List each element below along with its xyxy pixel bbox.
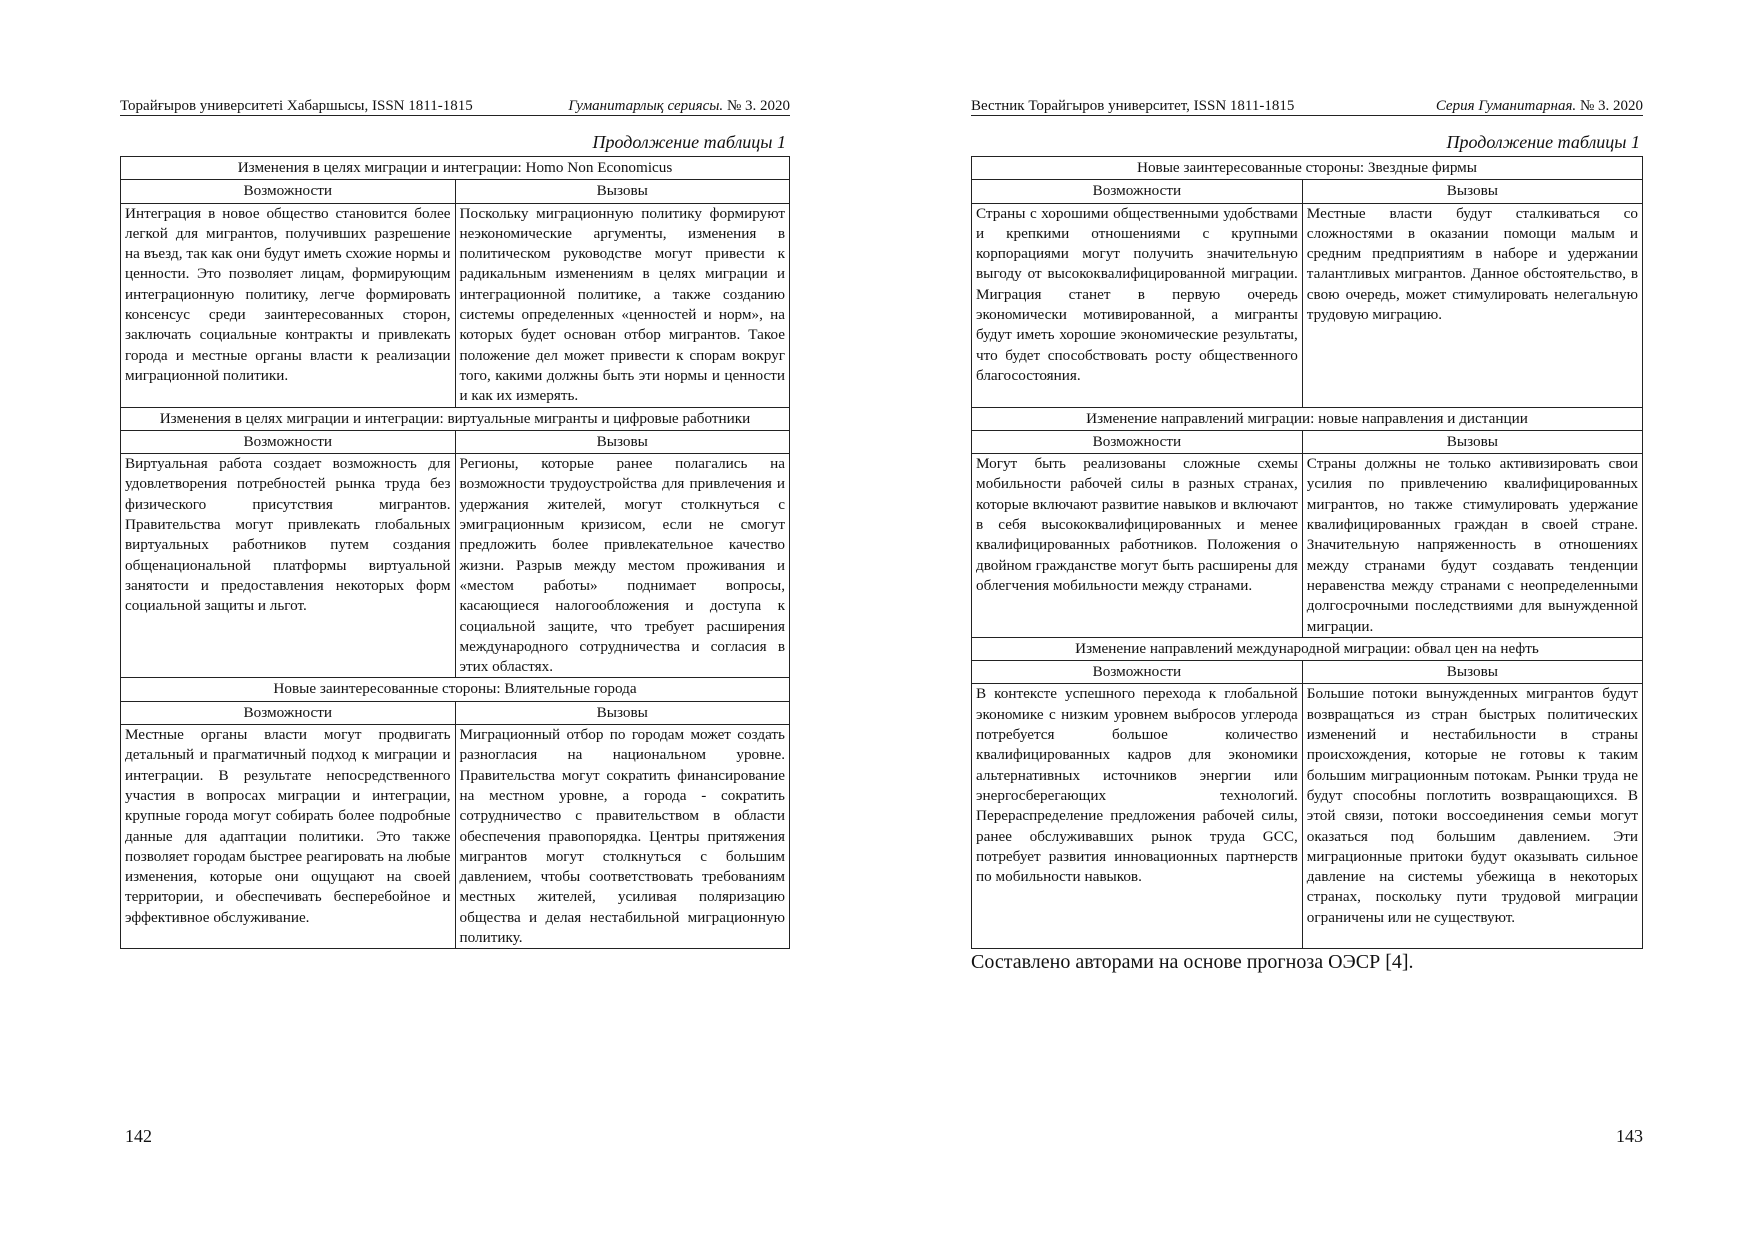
section-title: Изменение направлений международной миграции: обвал цен на нефть (972, 637, 1643, 660)
col-header-opportunities: Возможности (972, 661, 1303, 684)
opportunities-cell: Могут быть реализованы сложные схемы мобильности рабочей силы в разных странах, которые включают развитие навыков и включают в себя высококвалифицированных и менее квалифицированных работников. Положения о двойном гражданстве могут быть расширены для облегчения мобильности между странами. (972, 454, 1303, 638)
column-header-row (972, 430, 1643, 453)
migration-table (120, 156, 790, 949)
section-title-row (121, 678, 790, 701)
issue-number: № 3. 2020 (726, 98, 790, 114)
challenges-cell: Местные власти будут сталкиваться со сложностями в оказании помощи малым и средним предприятиям в наборе и удержании талантливых мигрантов. Данное обстоятельство, в свою очередь, может стимулировать нелегальную трудовую миграцию. (1302, 203, 1642, 407)
col-header-opportunities: Возможности (121, 180, 456, 203)
right-page (874, 0, 1749, 1241)
col-header-opportunities: Возможности (972, 430, 1303, 453)
challenges-cell: Регионы, которые ранее полагались на возможности трудоустройства для привлечения и удержания жителей, могут столкнуться с эмиграционным кризисом, если не смогут предложить более привлекательное качество жизни. Разрыв между местом проживания и «местом работы» поднимает вопросы, касающиеся налогообложения и доступа к социальной защите, что требует расширения международного сотрудничества и согласия в этих областях. (455, 454, 790, 678)
section-title: Новые заинтересованные стороны: Звездные фирмы (972, 157, 1643, 180)
page-number: 142 (125, 1126, 152, 1146)
table-row (121, 454, 790, 678)
opportunities-cell: Виртуальная работа создает возможность для удовлетворения потребностей рынка труда без физического присутствия мигрантов. Правительства могут привлекать глобальных виртуальных работников путем создания общенациональной платформы виртуальной занятости и предоставления некоторых форм социальной защиты и льгот. (121, 454, 456, 678)
challenges-cell: Страны должны не только активизировать свои усилия по привлечению квалифицированных мигрантов, но также стимулировать удержание квалифицированных граждан в своей стране. Значительную напряженность в отношениях между странами будут создавать тенденции неравенства между странами с неопределенными долгосрочными последствиями для вынужденной миграции. (1302, 454, 1642, 638)
column-header-row (121, 701, 790, 724)
section-title: Изменение направлений миграции: новые направления и дистанции (972, 407, 1643, 430)
section-title-row (121, 157, 790, 180)
journal-title: Торайғыров университеті Хабаршысы, ISSN 1811-1815 (120, 98, 473, 114)
series-title (568, 98, 790, 115)
page-number: 143 (1616, 1126, 1643, 1146)
column-header-row (972, 180, 1643, 203)
column-header-row (972, 661, 1643, 684)
opportunities-cell: Интеграция в новое общество становится более легкой для мигрантов, получивших разрешение на въезд, так как они будут иметь схожие нормы и ценности. Это позволяет лицам, формирующим интеграционную политику, легче формировать консенсус среди заинтересованных сторон, заключать социальные контракты и привлекать города и местные органы власти к реализации миграционной политики. (121, 203, 456, 407)
section-title-row (972, 637, 1643, 660)
issue-number: № 3. 2020 (1579, 98, 1643, 114)
col-header-opportunities: Возможности (121, 430, 456, 453)
running-header (120, 91, 790, 116)
table-row (121, 725, 790, 949)
series-title (1436, 98, 1643, 115)
challenges-cell: Поскольку миграционную политику формируют неэкономические аргументы, изменения в политическом руководстве могут привести к радикальным изменениям в целях миграции и интеграционной политике, а также созданию системы определенных «ценностей и норм», на которых будет основан отбор мигрантов. Такое положение дел может привести к спорам вокруг того, какими должны быть эти нормы и ценности и как их измерять. (455, 203, 790, 407)
table-continuation-label: Продолжение таблицы 1 (1446, 132, 1640, 152)
left-page (0, 0, 874, 1241)
table-continuation-label: Продолжение таблицы 1 (592, 132, 786, 152)
opportunities-cell: Страны с хорошими общественными удобствами и крепкими отношениями с крупными корпорациями могут получить значительную выгоду от высококвалифицированной миграции. Миграция станет в первую очередь экономически мотивированной, а мигранты будут иметь хорошие экономические результаты, что будет способствовать росту общественного благосостояния. (972, 203, 1303, 407)
col-header-opportunities: Возможности (121, 701, 456, 724)
col-header-opportunities: Возможности (972, 180, 1303, 203)
col-header-challenges: Вызовы (1302, 661, 1642, 684)
table-source-note: Составлено авторами на основе прогноза ОЭСР [4]. (971, 951, 1414, 973)
col-header-challenges: Вызовы (455, 701, 790, 724)
migration-table (971, 156, 1643, 949)
col-header-challenges: Вызовы (1302, 430, 1642, 453)
section-title-row (972, 157, 1643, 180)
series-name: Серия Гуманитарная. (1435, 98, 1577, 114)
column-header-row (121, 430, 790, 453)
col-header-challenges: Вызовы (455, 430, 790, 453)
section-title: Новые заинтересованные стороны: Влиятельные города (121, 678, 790, 701)
column-header-row (121, 180, 790, 203)
opportunities-cell: В контексте успешного перехода к глобальной экономике с низким уровнем выбросов углерода потребуется большое количество квалифицированных кадров для экономики альтернативных источников энергии или энергосберегающих технологий. Перераспределение предложения рабочей силы, ранее обслуживавших рынок труда GCC, потребует развития инновационных партнерств по мобильности навыков. (972, 684, 1303, 949)
table-row (972, 203, 1643, 407)
journal-title: Вестник Торайгыров университет, ISSN 1811-1815 (971, 98, 1295, 114)
section-title: Изменения в целях миграции и интеграции: Homo Non Economicus (121, 157, 790, 180)
section-title-row (972, 407, 1643, 430)
table-row (121, 203, 790, 407)
opportunities-cell: Местные органы власти могут продвигать детальный и прагматичный подход к миграции и интеграции. В результате непосредственного участия в вопросах миграции и интеграции, крупные города могут собирать более подробные данные для адаптации политики. Это также позволяет городам быстрее реагировать на любые изменения, которые они ощущают на своей территории, и обеспечивать бесперебойное и эффективное обслуживание. (121, 725, 456, 949)
challenges-cell: Большие потоки вынужденных мигрантов будут возвращаться из стран быстрых политических изменений и нестабильности в страны происхождения, которые не готовы к таким большим миграционным потокам. Рынки труда не будут способны поглотить возвращающихся. В этой связи, потоки воссоединения семьи могут оказаться под большим давлением. Эти миграционные притоки будут оказывать сильное давление на системы убежища в некоторых странах, поскольку пути трудовой миграции ограничены или не существуют. (1302, 684, 1642, 949)
col-header-challenges: Вызовы (1302, 180, 1642, 203)
col-header-challenges: Вызовы (455, 180, 790, 203)
section-title-row (121, 407, 790, 430)
table-row (972, 454, 1643, 638)
section-title: Изменения в целях миграции и интеграции: виртуальные мигранты и цифровые работники (121, 407, 790, 430)
table-row (972, 684, 1643, 949)
running-header (971, 91, 1643, 116)
series-name: Гуманитарлық сериясы. (568, 98, 724, 114)
challenges-cell: Миграционный отбор по городам может создать разногласия на национальном уровне. Правительства могут сократить финансирование на местном уровне, а города - сократить сотрудничество с правительством в области обеспечения правопорядка. Центры притяжения мигрантов могут столкнуться с большим давлением, чтобы соответствовать требованиям местных жителей, усиливая поляризацию общества и делая нестабильной миграционную политику. (455, 725, 790, 949)
